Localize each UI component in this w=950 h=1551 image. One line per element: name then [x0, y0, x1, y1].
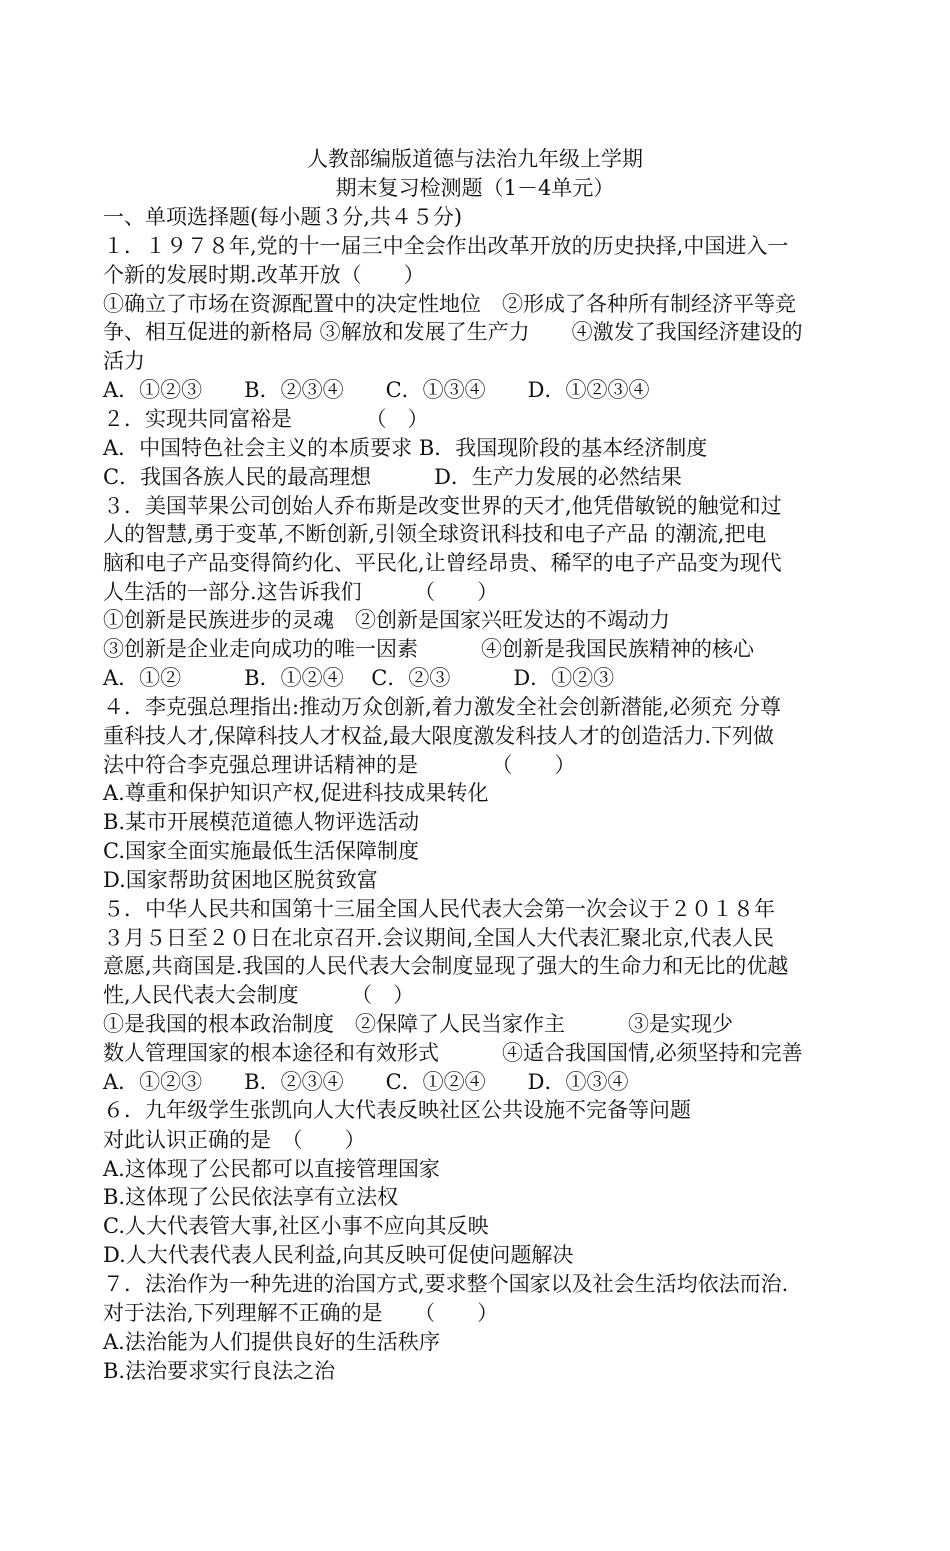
exam-line: 对此认识正确的是 （ ）	[103, 1128, 366, 1152]
exam-line: 争、相互促进的新格局 ③解放和发展了生产力 ④激发了我国经济建设的	[103, 320, 803, 344]
exam-line: 法中符合李克强总理讲话精神的是 （ ）	[103, 753, 576, 777]
exam-line: D.人大代表代表人民利益,向其反映可促使问题解决	[103, 1243, 574, 1267]
exam-line: ３月５日至２０日在北京召开.会议期间,全国人大代表汇聚北京,代表人民	[103, 926, 775, 950]
exam-line: A.尊重和保护知识产权,促进科技成果转化	[103, 781, 489, 805]
exam-line: 人的智慧,勇于变革,不断创新,引领全球资讯科技和电子产品 的潮流,把电	[103, 522, 767, 546]
exam-line: B.这体现了公民依法享有立法权	[103, 1185, 399, 1209]
exam-line: 人生活的一部分.这告诉我们 （ ）	[103, 580, 499, 604]
exam-line: A.这体现了公民都可以直接管理国家	[103, 1157, 440, 1181]
exam-line: A．①② B．①②④ C．②③ D．①②③	[103, 666, 615, 690]
exam-line: 数人管理国家的根本途径和有效形式 ④适合我国国情,必须坚持和完善	[103, 1041, 803, 1065]
exam-line: 性,人民代表大会制度 （ ）	[103, 983, 415, 1007]
exam-line: ③创新是企业走向成功的唯一因素 ④创新是我国民族精神的核心	[103, 637, 754, 661]
exam-subtitle: 期末复习检测题（1－4单元）	[335, 176, 615, 200]
exam-title: 人教部编版道德与法治九年级上学期	[307, 147, 643, 171]
exam-line: A.法治能为人们提供良好的生活秩序	[103, 1330, 440, 1354]
exam-line: A．①②③ B．②③④ C．①②④ D．①③④	[103, 1070, 629, 1094]
exam-line: １．１９７８年,党的十一届三中全会作出改革开放的历史抉择,中国进入一	[103, 234, 789, 258]
exam-line: 活力	[103, 349, 145, 373]
exam-line: B.法治要求实行良法之治	[103, 1359, 336, 1383]
exam-line: 对于法治,下列理解不正确的是 （ ）	[103, 1301, 499, 1325]
exam-line: B.某市开展模范道德人物评选活动	[103, 810, 420, 834]
exam-line: D.国家帮助贫困地区脱贫致富	[103, 868, 378, 892]
exam-line: A．中国特色社会主义的本质要求 B．我国现阶段的基本经济制度	[103, 436, 708, 460]
exam-line: ２．实现共同富裕是 （ ）	[103, 407, 429, 431]
exam-line: ６．九年级学生张凯向人大代表反映社区公共设施不完备等问题	[103, 1098, 691, 1122]
exam-line: ４．李克强总理指出:推动万众创新,着力激发全社会创新潜能,必须充 分尊	[103, 695, 782, 719]
exam-line: ７．法治作为一种先进的治国方式,要求整个国家以及社会生活均依法而治.	[103, 1272, 789, 1296]
exam-line: ①创新是民族进步的灵魂 ②创新是国家兴旺发达的不竭动力	[103, 608, 670, 632]
exam-line: C.国家全面实施最低生活保障制度	[103, 839, 419, 863]
exam-line: 脑和电子产品变得简约化、平民化,让曾经昂贵、稀罕的电子产品变为现代	[103, 551, 782, 575]
exam-line: ①确立了市场在资源配置中的决定性地位 ②形成了各种所有制经济平等竞	[103, 292, 796, 316]
exam-line: 个新的发展时期.改革开放（ ）	[103, 263, 425, 287]
exam-line: ３．美国苹果公司创始人乔布斯是改变世界的天才,他凭借敏锐的触觉和过	[103, 494, 782, 518]
exam-line: ①是我国的根本政治制度 ②保障了人民当家作主 ③是实现少	[103, 1012, 733, 1036]
exam-line: A．①②③ B．②③④ C．①③④ D．①②③④	[103, 378, 650, 402]
exam-line: C.人大代表管大事,社区小事不应向其反映	[103, 1214, 489, 1238]
exam-line: 重科技人才,保障科技人才权益,最大限度激发科技人才的创造活力.下列做	[103, 724, 775, 748]
exam-line: ５．中华人民共和国第十三届全国人民代表大会第一次会议于２０１８年	[103, 897, 775, 921]
exam-line: 意愿,共商国是.我国的人民代表大会制度显现了强大的生命力和无比的优越	[103, 954, 789, 978]
section-heading: 一、单项选择题(每小题３分,共４５分)	[103, 205, 463, 229]
exam-line: C．我国各族人民的最高理想 D．生产力发展的必然结果	[103, 465, 682, 489]
